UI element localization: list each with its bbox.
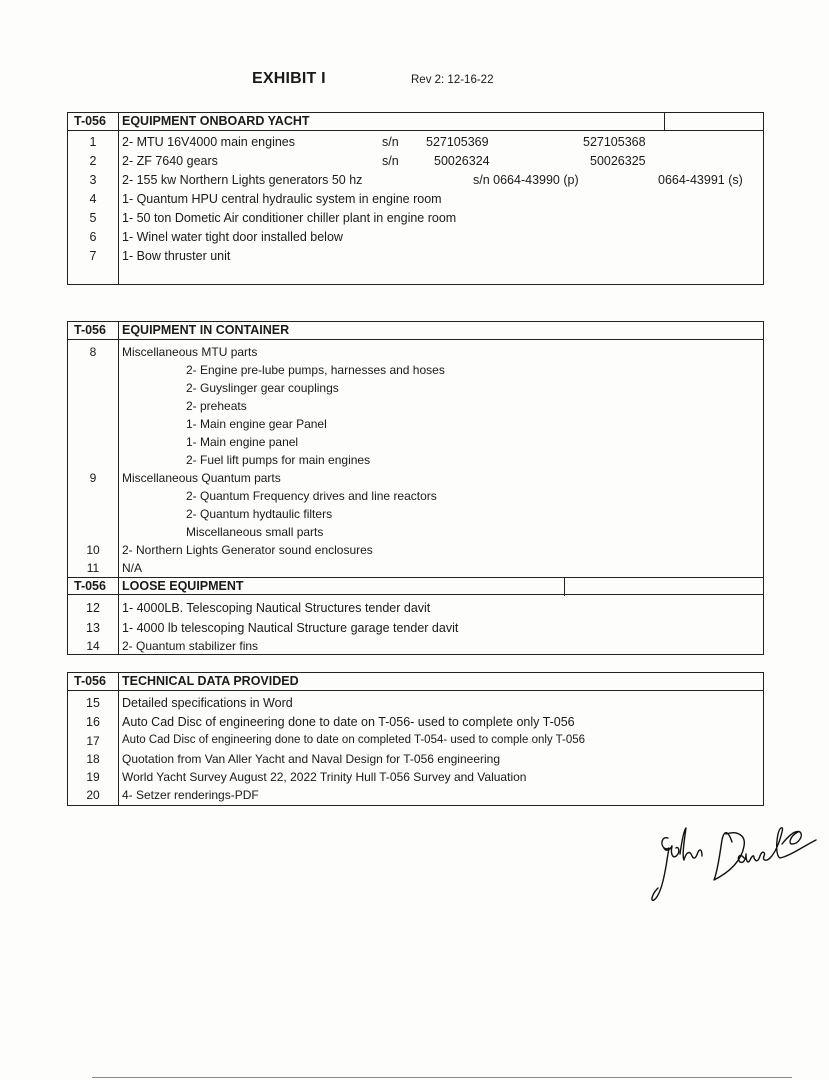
technical-data-table: [67, 672, 764, 806]
serial-label: s/n: [382, 154, 399, 168]
row-description: Quotation from Van Aller Yacht and Naval Design for T-056 engineering: [122, 752, 501, 766]
loose-code: T-056: [74, 579, 106, 593]
row-description: 2- ZF 7640 gears: [122, 154, 218, 168]
row-number: 14: [86, 639, 100, 653]
row-number: 18: [86, 752, 100, 766]
row-description: Auto Cad Disc of engineering done to date on completed T-054- used to comple only T-056: [122, 734, 586, 746]
sub-item: 2- preheats: [186, 399, 247, 413]
row-number: 3: [89, 173, 97, 187]
signature: [640, 800, 829, 910]
container-code: T-056: [74, 323, 106, 337]
serial-number-2: 50026325: [590, 154, 646, 168]
row-number: 1: [89, 135, 97, 149]
row-description: 2- MTU 16V4000 main engines: [122, 135, 296, 149]
serial-number-2: 527105368: [583, 135, 646, 149]
row-description: 2- Northern Lights Generator sound enclosures: [122, 543, 373, 557]
onboard-equipment-table: [67, 112, 764, 285]
row-number: 12: [86, 601, 100, 615]
loose-heading: LOOSE EQUIPMENT: [122, 579, 244, 593]
sub-item: 2- Quantum hydtaulic filters: [186, 507, 333, 521]
sub-item: 2- Quantum Frequency drives and line reactors: [186, 489, 437, 503]
row-number: 4: [89, 192, 97, 206]
row-number: 15: [86, 696, 100, 710]
sub-item: 1- Main engine gear Panel: [186, 417, 327, 431]
row-number: 17: [86, 734, 100, 748]
row-number: 7: [89, 249, 97, 263]
row-description: Miscellaneous Quantum parts: [122, 471, 281, 485]
row-description: 1- 4000LB. Telescoping Nautical Structures tender davit: [122, 601, 431, 615]
sub-item: 2- Guyslinger gear couplings: [186, 381, 339, 395]
row-description: Auto Cad Disc of engineering done to date on T-056- used to complete only T-056: [122, 715, 575, 729]
row-description: 1- Winel water tight door installed below: [122, 230, 343, 244]
row-number: 2: [89, 154, 97, 168]
row-description: 2- 155 kw Northern Lights generators 50 hz: [122, 173, 363, 187]
sub-item: 2- Engine pre-lube pumps, harnesses and hoses: [186, 363, 445, 377]
row-number: 19: [86, 770, 100, 784]
onboard-code: T-056: [74, 114, 106, 128]
sub-item: Miscellaneous small parts: [186, 525, 324, 539]
page-bottom-edge: [92, 1077, 792, 1078]
serial-label: s/n: [382, 135, 399, 149]
onboard-heading: EQUIPMENT ONBOARD YACHT: [122, 114, 310, 128]
row-description: World Yacht Survey August 22, 2022 Trinity Hull T-056 Survey and Valuation: [122, 770, 527, 784]
row-description: 4- Setzer renderings-PDF: [122, 788, 259, 802]
row-description: Detailed specifications in Word: [122, 696, 293, 710]
row-number: 6: [89, 230, 97, 244]
exhibit-title: EXHIBIT I: [252, 70, 326, 87]
row-description: 1- Bow thruster unit: [122, 249, 231, 263]
sub-item: 2- Fuel lift pumps for main engines: [186, 453, 371, 467]
row-description: N/A: [122, 561, 143, 575]
row-number: 11: [86, 561, 100, 575]
row-number: 10: [86, 543, 100, 557]
row-description: 1- Quantum HPU central hydraulic system in engine room: [122, 192, 442, 206]
row-description: 2- Quantum stabilizer fins: [122, 639, 259, 653]
container-equipment-table: [67, 321, 764, 655]
revision-label: Rev 2: 12-16-22: [411, 74, 494, 86]
row-description: 1- 50 ton Dometic Air conditioner chiller plant in engine room: [122, 211, 457, 225]
row-number: 5: [89, 211, 97, 225]
serial-number-2: 0664-43991 (s): [658, 173, 743, 187]
technical-code: T-056: [74, 674, 106, 688]
technical-heading: TECHNICAL DATA PROVIDED: [122, 674, 299, 688]
row-description: 1- 4000 lb telescoping Nautical Structure garage tender davit: [122, 621, 459, 635]
row-number: 16: [86, 715, 100, 729]
row-number: 9: [89, 471, 97, 485]
serial-number-1: 50026324: [434, 154, 490, 168]
row-number: 20: [86, 788, 100, 802]
serial-number-1: s/n 0664-43990 (p): [473, 173, 579, 187]
row-number: 8: [89, 345, 97, 359]
sub-item: 1- Main engine panel: [186, 435, 299, 449]
container-heading: EQUIPMENT IN CONTAINER: [122, 323, 290, 337]
row-description: Miscellaneous MTU parts: [122, 345, 258, 359]
serial-number-1: 527105369: [426, 135, 489, 149]
row-number: 13: [86, 621, 100, 635]
